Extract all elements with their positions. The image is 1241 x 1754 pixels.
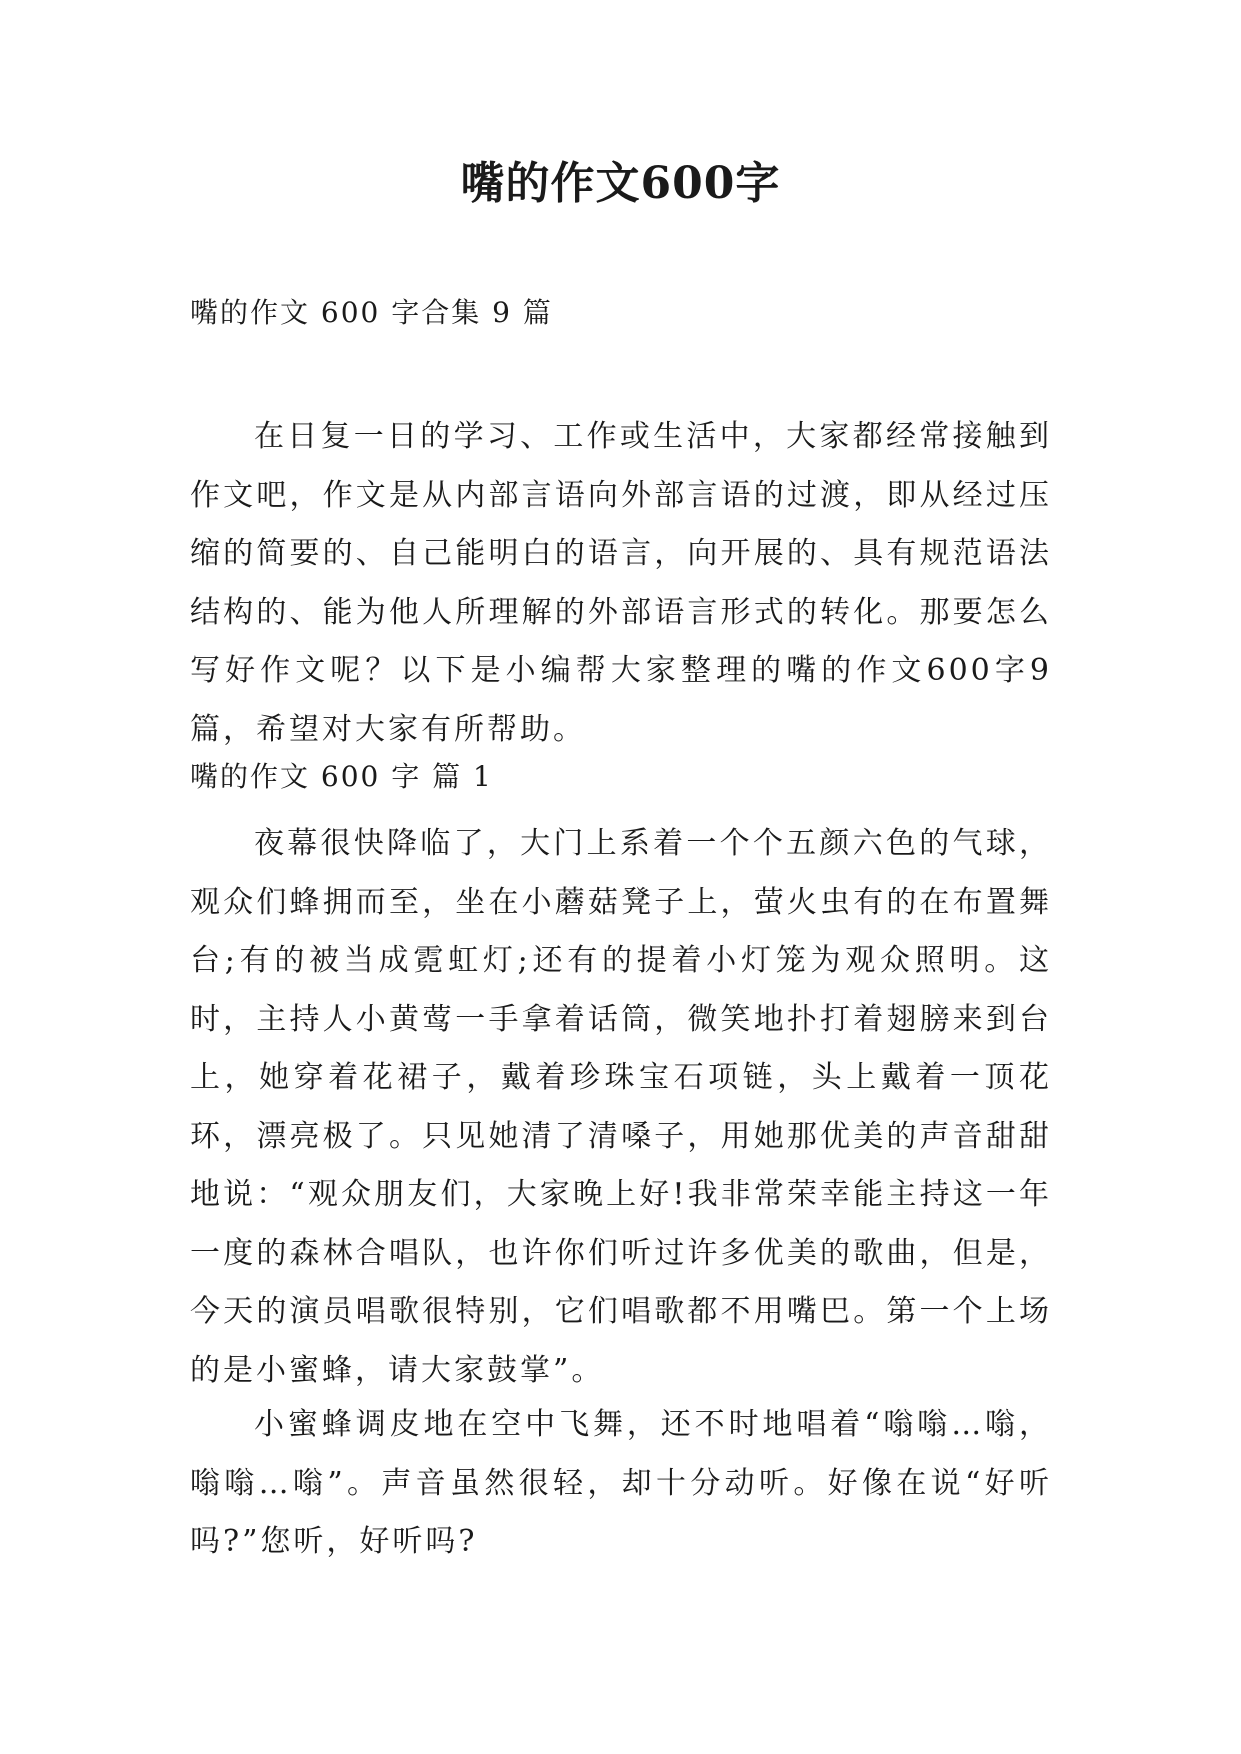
body-paragraph: 夜幕很快降临了，大门上系着一个个五颜六色的气球，观众们蜂拥而至，坐在小蘑菇凳子上，萤火虫有的在布置舞台;有的被当成霓虹灯;还有的提着小灯笼为观众照明。这时，主持人小黄莺一手拿着话筒，微笑地扑打着翅膀来到台上，她穿着花裙子，戴着珍珠宝石项链，头上戴着一顶花环，漂亮极了。只见她清了清嗓子，用她那优美的声音甜甜地说：“观众朋友们，大家晚上好!我非常荣幸能主持这一年一度的森林合唱队，也许你们听过许多优美的歌曲，但是，今天的演员唱歌很特别，它们唱歌都不用嘴巴。第一个上场的是小蜜蜂，请大家鼓掌”。 xyxy=(190,826,1052,1388)
section-heading: 嘴的作文 600 字 篇 1 xyxy=(190,760,493,793)
document-subtitle: 嘴的作文 600 字合集 9 篇 xyxy=(190,296,553,329)
body-paragraph: 小蜜蜂调皮地在空中飞舞，还不时地唱着“嗡嗡…嗡，嗡嗡…嗡”。声音虽然很轻，却十分动听。好像在说“好听吗?”您听，好听吗? xyxy=(190,1407,1052,1559)
document-title: 嘴的作文600字 xyxy=(460,158,781,209)
intro-paragraph: 在日复一日的学习、工作或生活中，大家都经常接触到作文吧，作文是从内部言语向外部言语的过渡，即从经过压缩的简要的、自己能明白的语言，向开展的、具有规范语法结构的、能为他人所理解的外部语言形式的转化。那要怎么写好作文呢？以下是小编帮大家整理的嘴的作文600字9篇，希望对大家有所帮助。 xyxy=(190,419,1052,747)
